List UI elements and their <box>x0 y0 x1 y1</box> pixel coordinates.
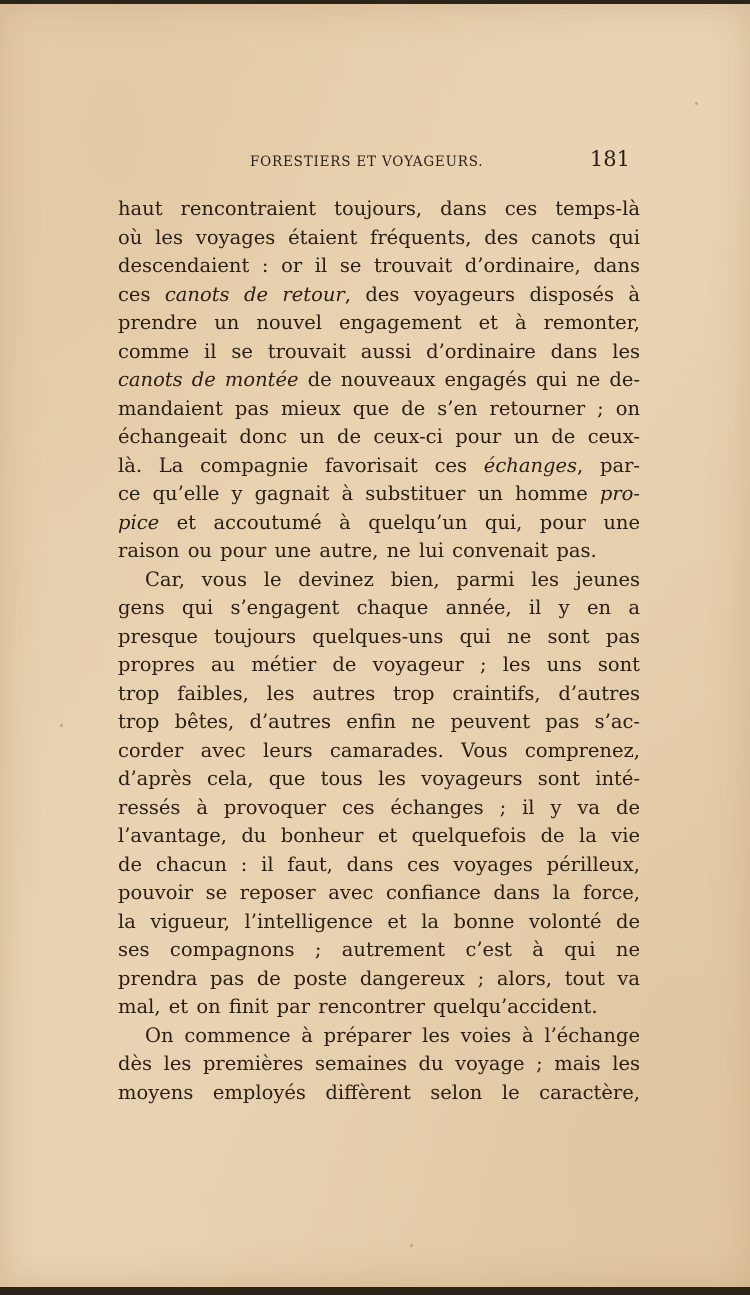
text-line <box>118 908 640 937</box>
text-line <box>118 395 640 424</box>
text-line <box>118 423 640 452</box>
text-line <box>118 965 640 994</box>
paper-speck <box>695 102 698 105</box>
text-line <box>118 338 640 367</box>
running-header <box>118 147 638 177</box>
text-line <box>118 1079 640 1108</box>
text-segment: l’avantage, du bonheur et quelquefois de la vie <box>118 824 640 847</box>
text-segment: dès les premières semaines du voyage ; mais les <box>118 1052 640 1075</box>
text-segment: échangeait donc un de ceux-ci pour un de ceux- <box>118 425 640 448</box>
text-segment: haut rencontraient toujours, dans ces temps-là <box>118 197 640 220</box>
text-line <box>118 822 640 851</box>
text-segment: On commence à préparer les voies à l’échange <box>145 1023 640 1047</box>
italic-text: pro- <box>599 482 640 505</box>
italic-text: échanges <box>483 453 578 477</box>
text-segment: là. La compagnie favorisait ces <box>118 453 484 477</box>
text-segment: comme il se trouvait aussi d’ordinaire dans les <box>118 339 640 363</box>
text-segment: où les voyages étaient fréquents, des canots qui <box>118 225 640 249</box>
text-line <box>118 794 640 823</box>
text-segment: raison ou pour une autre, ne lui convenait pas. <box>118 539 597 562</box>
text-segment: corder avec leurs camarades. Vous comprenez, <box>118 738 640 762</box>
italic-text: canots de montée <box>118 368 299 391</box>
text-segment: prendre un nouvel engagement et à remonter, <box>118 311 640 334</box>
running-title: FORESTIERS ET VOYAGEURS. <box>250 154 484 170</box>
page-bottom-edge <box>0 1287 750 1295</box>
text-segment: de nouveaux engagés qui ne de- <box>298 368 640 391</box>
text-line <box>118 309 640 338</box>
text-segment: propres au métier de voyageur ; les uns sont <box>118 653 640 676</box>
text-segment: pouvoir se reposer avec confiance dans la force, <box>118 881 640 904</box>
text-line <box>118 765 640 794</box>
text-line <box>118 680 640 709</box>
text-segment: d’après cela, que tous les voyageurs sont inté- <box>118 767 640 790</box>
text-line <box>118 252 640 281</box>
text-line <box>118 1050 640 1079</box>
text-segment: descendaient : or il se trouvait d’ordinaire, dans <box>118 254 640 277</box>
text-line <box>118 224 640 253</box>
text-line <box>118 366 640 395</box>
text-segment: ces <box>118 282 165 306</box>
text-line <box>118 1022 640 1051</box>
text-segment: et accoutumé à quelqu’un qui, pour une <box>159 510 640 534</box>
text-line <box>118 281 640 310</box>
text-segment: ce qu’elle y gagnait à substituer un homme <box>118 482 600 505</box>
text-line <box>118 480 640 509</box>
text-line <box>118 936 640 965</box>
page-number: 181 <box>589 147 630 171</box>
body-text <box>118 195 640 1107</box>
text-line <box>118 879 640 908</box>
paper-speck <box>410 1244 413 1247</box>
text-line <box>118 623 640 652</box>
text-segment: trop bêtes, d’autres enfin ne peuvent pas s’ac- <box>118 710 640 733</box>
italic-text: canots de retour <box>164 282 345 306</box>
text-line <box>118 651 640 680</box>
text-segment: moyens employés diffèrent selon le caractère, <box>118 1080 640 1104</box>
text-segment: , des voyageurs disposés à <box>344 282 640 306</box>
text-line <box>118 509 640 538</box>
text-segment: ressés à provoquer ces échanges ; il y va de <box>118 795 640 819</box>
text-segment: presque toujours quelques-uns qui ne sont pas <box>118 624 640 648</box>
text-line <box>118 737 640 766</box>
text-line <box>118 993 640 1022</box>
text-line <box>118 708 640 737</box>
text-segment: , par- <box>577 453 640 477</box>
text-segment: ses compagnons ; autrement c’est à qui ne <box>118 938 640 961</box>
text-line <box>118 195 640 224</box>
text-segment: prendra pas de poste dangereux ; alors, tout va <box>118 966 640 990</box>
text-segment: Car, vous le devinez bien, parmi les jeunes <box>145 567 640 591</box>
text-segment: de chacun : il faut, dans ces voyages périlleux, <box>118 852 640 876</box>
text-line <box>118 566 640 595</box>
text-segment: mandaient pas mieux que de s’en retourner ; on <box>118 396 640 420</box>
text-segment: la vigueur, l’intelligence et la bonne volonté de <box>118 909 640 933</box>
text-line <box>118 452 640 481</box>
italic-text: pice <box>118 510 160 534</box>
text-line <box>118 594 640 623</box>
text-line <box>118 851 640 880</box>
book-page <box>0 4 750 1287</box>
text-line <box>118 537 640 566</box>
text-segment: gens qui s’engagent chaque année, il y en a <box>118 596 640 619</box>
text-segment: trop faibles, les autres trop craintifs, d’autres <box>118 681 640 705</box>
paper-speck <box>60 724 63 727</box>
text-segment: mal, et on finit par rencontrer quelqu’accident. <box>118 995 598 1018</box>
